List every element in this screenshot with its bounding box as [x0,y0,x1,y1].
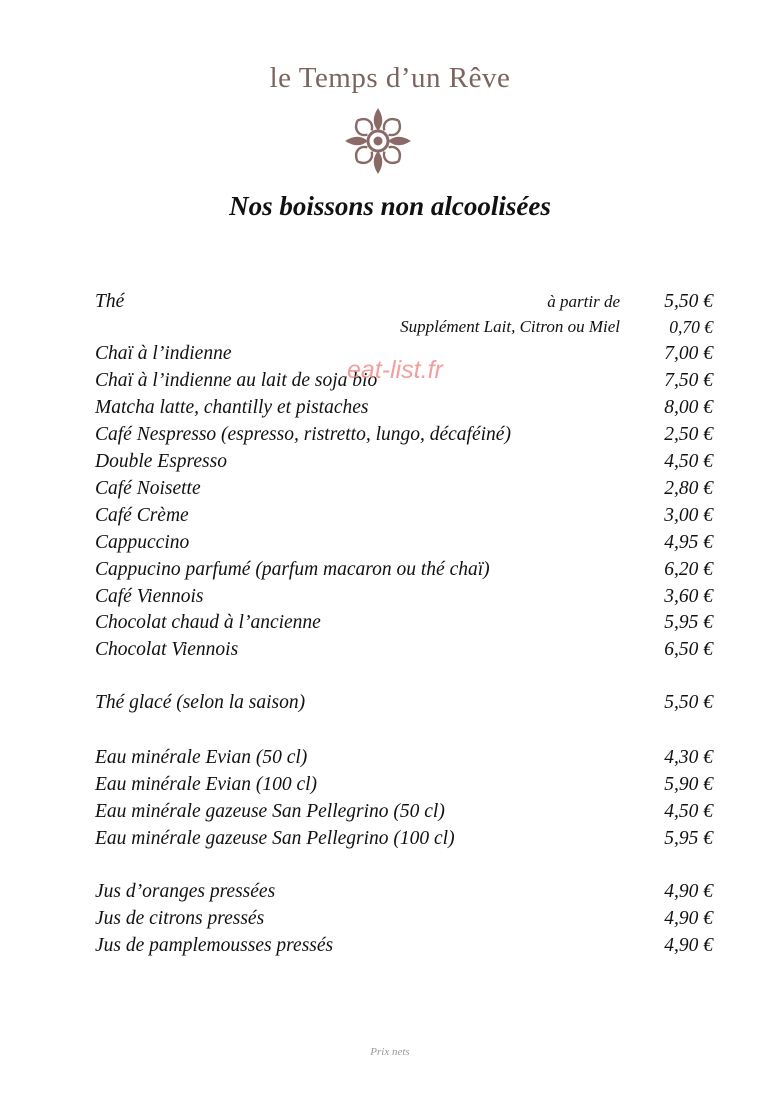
menu-item-supplement [95,314,713,340]
menu-item-name: Chocolat Viennois [95,639,239,660]
menu-item-noisette [95,476,713,502]
menu-item-name: Matcha latte, chantilly et pistaches [95,397,369,418]
menu-item-price: 4,90 € [664,908,713,929]
menu-item-name: Eau minérale Evian (100 cl) [95,774,318,795]
menu-item-price: 3,00 € [664,505,713,526]
menu-item-cappuccino [95,530,713,556]
menu-item-nespresso [95,422,713,448]
menu-item-the-glace [95,690,713,716]
menu-item-name: Jus de citrons pressés [95,908,265,929]
menu-item-name: Eau minérale Evian (50 cl) [95,747,308,768]
page-title: Nos boissons non alcoolisées [229,191,551,221]
menu-item-chocolat-chaud [95,610,713,636]
watermark-text: eat-list.fr [347,356,443,384]
menu-item-price: 2,50 € [664,424,713,445]
menu-item-pellegrino-50 [95,799,713,825]
menu-item-price: 4,50 € [664,451,713,472]
menu-item-price: 2,80 € [664,478,713,499]
menu-item-name: Jus de pamplemousses pressés [95,935,334,956]
footer-note: Prix nets [370,1046,410,1058]
menu-item-jus-oranges [95,879,713,905]
menu-item-price: 4,90 € [664,935,713,956]
menu-item-price: 6,20 € [664,559,713,580]
menu-item-chai [95,341,713,367]
menu-item-evian-100 [95,772,713,798]
menu-item-price: 7,00 € [664,343,713,364]
menu-item-name: Chaï à l’indienne au lait de soja bio [95,370,378,391]
menu-item-price: 5,50 € [664,692,713,713]
menu-item-cappucino-parfume [95,557,713,583]
menu-item-name: Eau minérale gazeuse San Pellegrino (50 cl) [95,801,445,822]
menu-item-chai-soja [95,368,713,394]
menu-item-creme [95,503,713,529]
menu-item-name: Café Noisette [95,478,201,499]
menu-item-jus-citrons [95,906,713,932]
menu-item-name: Chocolat chaud à l’ancienne [95,612,321,633]
menu-item-name: Chaï à l’indienne [95,343,232,364]
menu-item-name: Eau minérale gazeuse San Pellegrino (100 cl) [95,828,455,849]
menu-item-price: 4,30 € [664,747,713,768]
menu-item-name: Cappuccino [95,532,190,553]
menu-item-note: à partir de [547,292,620,311]
menu-item-the [95,289,713,315]
menu-item-price: 5,95 € [664,612,713,633]
menu-item-price: 4,95 € [664,532,713,553]
menu-item-matcha [95,395,713,421]
menu-item-name: Cappucino parfumé (parfum macaron ou thé chaï) [95,559,490,580]
menu-item-name: Café Crème [95,505,189,526]
menu-item-price: 5,50 € [664,291,713,312]
menu-item-name: Double Espresso [95,451,227,472]
menu-item-price: 7,50 € [664,370,713,391]
ornament-icon [342,105,414,177]
menu-item-jus-pamplemousses [95,933,713,959]
menu-item-price: 3,60 € [664,586,713,607]
menu-item-cafe-viennois [95,584,713,610]
menu-item-chocolat-viennois [95,637,713,663]
menu-item-pellegrino-100 [95,826,713,852]
menu-item-double-espresso [95,449,713,475]
menu-item-name: Thé [95,291,125,312]
menu-item-price: 4,90 € [664,881,713,902]
menu-item-price: 8,00 € [664,397,713,418]
menu-item-name: Thé glacé (selon la saison) [95,692,306,713]
menu-item-price: 6,50 € [664,639,713,660]
menu-item-price: 5,95 € [664,828,713,849]
menu-item-name: Café Nespresso (espresso, ristretto, lungo, décaféiné) [95,424,511,445]
menu-item-note: Supplément Lait, Citron ou Miel [400,317,620,336]
menu-item-price: 5,90 € [664,774,713,795]
menu-item-evian-50 [95,745,713,771]
brand-name: le Temps d’un Rêve [269,62,511,94]
menu-item-name: Jus d’oranges pressées [95,881,276,902]
menu-item-price: 0,70 € [669,317,713,337]
menu-item-name: Café Viennois [95,586,204,607]
menu-item-price: 4,50 € [664,801,713,822]
